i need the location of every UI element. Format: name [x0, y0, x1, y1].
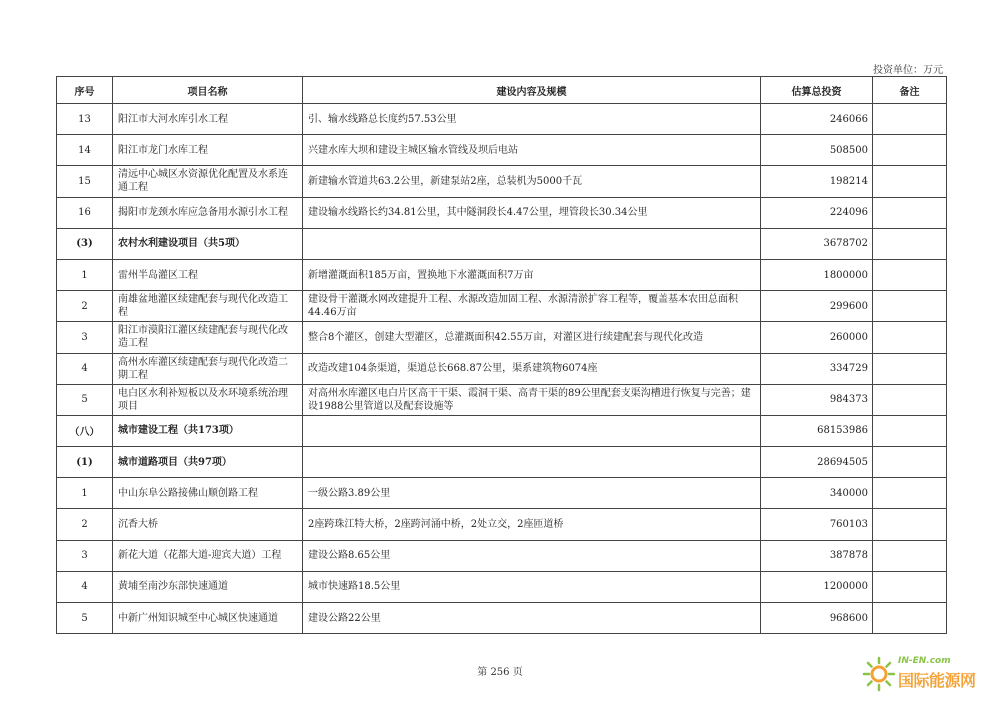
- sun-logo-icon: [862, 654, 896, 698]
- cell-seq: (3): [57, 228, 113, 259]
- cell-content: 建设公路8.65公里: [303, 540, 761, 571]
- cell-project-name: 城市建设工程（共173项）: [113, 415, 303, 446]
- table-group-row: [57, 447, 947, 478]
- cell-content: 建设公路22公里: [303, 603, 761, 634]
- investment-unit-label: 投资单位：万元: [873, 65, 943, 76]
- cell-seq: （八）: [57, 415, 113, 446]
- table-row: [57, 509, 947, 540]
- cell-project-name: 阳江市龙门水库工程: [113, 135, 303, 166]
- cell-amount: 68153986: [761, 415, 873, 446]
- cell-content: 2座跨珠江特大桥，2座跨河涌中桥，2处立交，2座匝道桥: [303, 509, 761, 540]
- cell-seq: 5: [57, 384, 113, 415]
- cell-content: 改造改建104条渠道，渠道总长668.87公里，渠系建筑物6074座: [303, 353, 761, 384]
- cell-amount: 260000: [761, 322, 873, 353]
- cell-project-name: 中新广州知识城至中心城区快速通道: [113, 603, 303, 634]
- cell-amount: 334729: [761, 353, 873, 384]
- cell-content: [303, 447, 761, 478]
- cell-project-name: 高州水库灌区续建配套与现代化改造二期工程: [113, 353, 303, 384]
- table-group-row: [57, 415, 947, 446]
- cell-project-name: 城市道路项目（共97项）: [113, 447, 303, 478]
- header-content: 建设内容及规模: [303, 77, 761, 104]
- cell-seq: 1: [57, 259, 113, 290]
- table-row: [57, 135, 947, 166]
- cell-amount: 760103: [761, 509, 873, 540]
- cell-remark: [873, 447, 947, 478]
- cell-seq: 2: [57, 291, 113, 322]
- cell-remark: [873, 135, 947, 166]
- cell-amount: 198214: [761, 166, 873, 197]
- cell-amount: 3678702: [761, 228, 873, 259]
- cell-seq: 15: [57, 166, 113, 197]
- cell-amount: 1800000: [761, 259, 873, 290]
- cell-remark: [873, 291, 947, 322]
- cell-seq: 13: [57, 104, 113, 135]
- cell-seq: 4: [57, 353, 113, 384]
- cell-content: 对高州水库灌区电白片区高干干渠、霞洞干渠、高青干渠的89公里配套支渠沟槽进行恢复与完善；建设1988公里管道以及配套设施等: [303, 384, 761, 415]
- header-amount: 估算总投资: [761, 77, 873, 104]
- cell-content: 兴建水库大坝和建设主城区输水管线及坝后电站: [303, 135, 761, 166]
- cell-remark: [873, 509, 947, 540]
- cell-remark: [873, 353, 947, 384]
- table-body: [57, 104, 947, 634]
- cell-remark: [873, 415, 947, 446]
- cell-content: [303, 415, 761, 446]
- cell-amount: 508500: [761, 135, 873, 166]
- cell-content: 建设骨干灌溉水网改建提升工程、水源改造加固工程、水源清淤扩容工程等，覆盖基本农田总面积44.46万亩: [303, 291, 761, 322]
- cell-project-name: 黄埔至南沙东部快速通道: [113, 571, 303, 602]
- header-name: 项目名称: [113, 77, 303, 104]
- header-seq: 序号: [57, 77, 113, 104]
- cell-amount: 28694505: [761, 447, 873, 478]
- cell-remark: [873, 478, 947, 509]
- watermark-cn: 国际能源网: [898, 671, 976, 690]
- cell-remark: [873, 540, 947, 571]
- cell-amount: 1200000: [761, 571, 873, 602]
- cell-remark: [873, 166, 947, 197]
- cell-content: 城市快速路18.5公里: [303, 571, 761, 602]
- cell-remark: [873, 197, 947, 228]
- cell-amount: 224096: [761, 197, 873, 228]
- project-table: [56, 76, 947, 634]
- cell-seq: 16: [57, 197, 113, 228]
- cell-amount: 299600: [761, 291, 873, 322]
- cell-remark: [873, 228, 947, 259]
- cell-content: 整合8个灌区，创建大型灌区，总灌溉面积42.55万亩，对灌区进行续建配套与现代化改造: [303, 322, 761, 353]
- cell-project-name: 清远中心城区水资源优化配置及水系连通工程: [113, 166, 303, 197]
- page-number: 第 256 页: [477, 667, 523, 678]
- cell-seq: 3: [57, 322, 113, 353]
- cell-seq: 2: [57, 509, 113, 540]
- cell-seq: 5: [57, 603, 113, 634]
- cell-seq: 1: [57, 478, 113, 509]
- watermark-en: IN-EN.com: [898, 656, 951, 666]
- cell-amount: 246066: [761, 104, 873, 135]
- cell-amount: 984373: [761, 384, 873, 415]
- cell-amount: 340000: [761, 478, 873, 509]
- cell-project-name: 阳江市大河水库引水工程: [113, 104, 303, 135]
- cell-project-name: 雷州半岛灌区工程: [113, 259, 303, 290]
- cell-project-name: 阳江市漠阳江灌区续建配套与现代化改造工程: [113, 322, 303, 353]
- cell-project-name: 电白区水利补短板以及水环境系统治理项目: [113, 384, 303, 415]
- table-row: [57, 571, 947, 602]
- cell-project-name: 揭阳市龙颈水库应急备用水源引水工程: [113, 197, 303, 228]
- cell-remark: [873, 259, 947, 290]
- table-row: [57, 166, 947, 197]
- cell-seq: 3: [57, 540, 113, 571]
- cell-remark: [873, 322, 947, 353]
- cell-amount: 968600: [761, 603, 873, 634]
- table-row: [57, 197, 947, 228]
- table-header-row: [57, 77, 947, 104]
- cell-remark: [873, 603, 947, 634]
- cell-project-name: 新花大道（花都大道-迎宾大道）工程: [113, 540, 303, 571]
- cell-remark: [873, 104, 947, 135]
- table-row: [57, 291, 947, 322]
- table-row: [57, 540, 947, 571]
- table-row: [57, 322, 947, 353]
- cell-content: 引、输水线路总长度约57.53公里: [303, 104, 761, 135]
- cell-content: 一级公路3.89公里: [303, 478, 761, 509]
- cell-project-name: 南雄盆地灌区续建配套与现代化改造工程: [113, 291, 303, 322]
- table-row: [57, 384, 947, 415]
- header-remark: 备注: [873, 77, 947, 104]
- table-row: [57, 603, 947, 634]
- cell-seq: 14: [57, 135, 113, 166]
- cell-content: 新增灌溉面积185万亩，置换地下水灌溉面积7万亩: [303, 259, 761, 290]
- cell-seq: 4: [57, 571, 113, 602]
- table-row: [57, 353, 947, 384]
- cell-remark: [873, 384, 947, 415]
- table-row: [57, 104, 947, 135]
- cell-seq: (1): [57, 447, 113, 478]
- cell-project-name: 沉香大桥: [113, 509, 303, 540]
- cell-content: 建设输水线路长约34.81公里，其中隧洞段长4.47公里，埋管段长30.34公里: [303, 197, 761, 228]
- cell-project-name: 农村水利建设项目（共5项）: [113, 228, 303, 259]
- table-row: [57, 259, 947, 290]
- cell-content: [303, 228, 761, 259]
- table-group-row: [57, 228, 947, 259]
- table-row: [57, 478, 947, 509]
- cell-project-name: 中山东阜公路接佛山顺创路工程: [113, 478, 303, 509]
- cell-content: 新建输水管道共63.2公里，新建泵站2座，总装机为5000千瓦: [303, 166, 761, 197]
- watermark-logo: [862, 654, 998, 700]
- cell-remark: [873, 571, 947, 602]
- cell-amount: 387878: [761, 540, 873, 571]
